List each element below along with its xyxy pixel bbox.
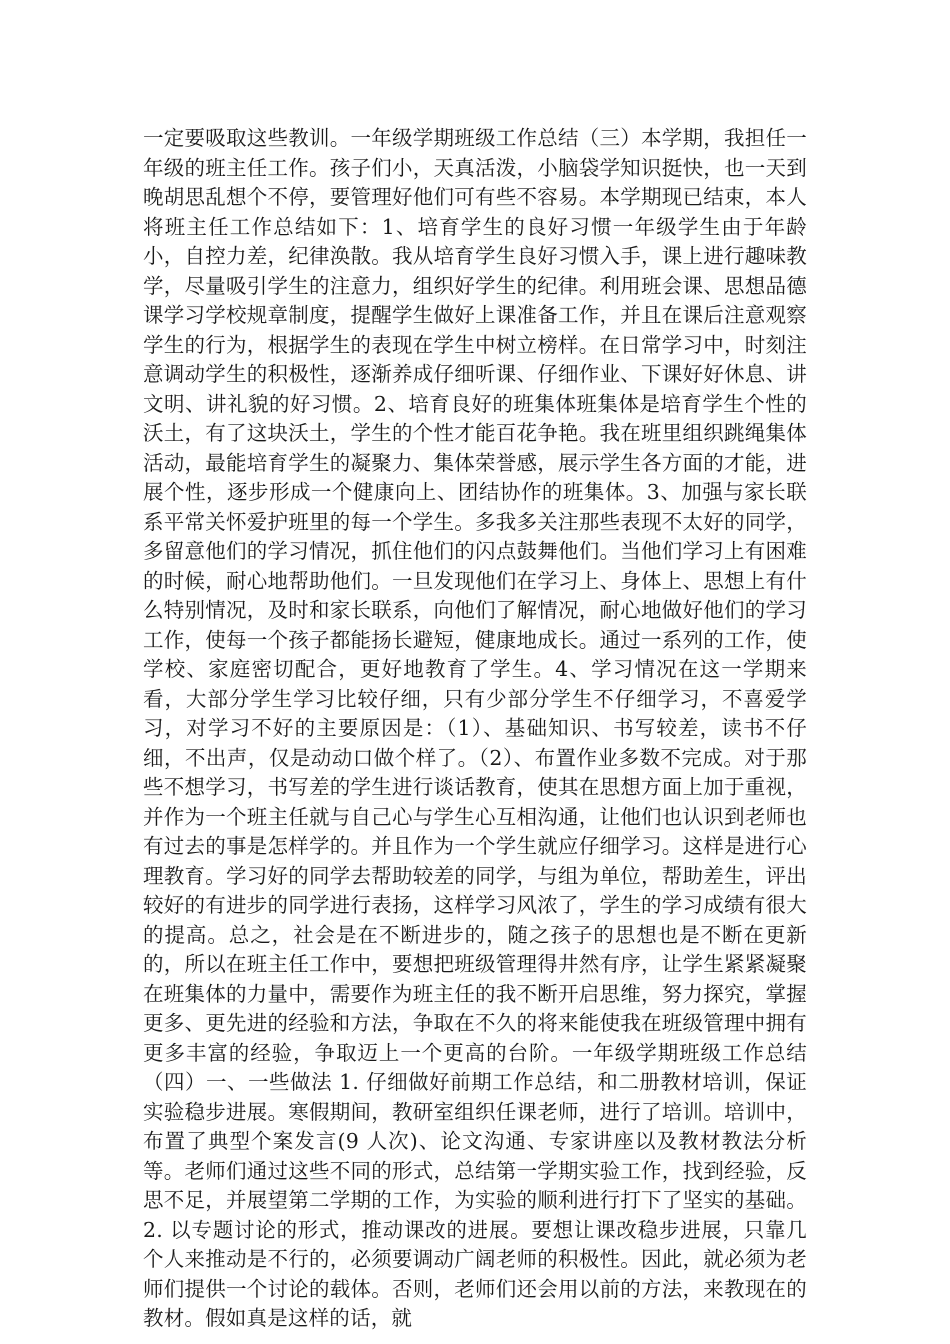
document-body-text: 一定要吸取这些教训。一年级学期班级工作总结（三）本学期，我担任一年级的班主任工作。孩子们小，天真活泼，小脑袋学知识挺快，也一天到晚胡思乱想个不停，要管理好他们可有些不容易。本学期现已结束，本人将班主任工作总结如下：1、培育学生的良好习惯一年级学生由于年龄小，自控力差，纪律涣散。我从培育学生良好习惯入手，课上进行趣味教学，尽量吸引学生的注意力，组织好学生的纪律。利用班会课、思想品德课学习学校规章制度，提醒学生做好上课准备工作，并且在课后注意观察学生的行为，根据学生的表现在学生中树立榜样。在日常学习中，时刻注意调动学生的积极性，逐渐养成仔细听课、仔细作业、下课好好休息、讲文明、讲礼貌的好习惯。2、培育良好的班集体班集体是培育学生个性的沃土，有了这块沃土，学生的个性才能百花争艳。我在班里组织跳绳集体活动，最能培育学生的凝聚力、集体荣誉感，展示学生各方面的才能，进展个性，逐步形成一个健康向上、团结协作的班集体。3、加强与家长联系平常关怀爱护班里的每一个学生。多我多关注那些表现不太好的同学，多留意他们的学习情况，抓住他们的闪点鼓舞他们。当他们学习上有困难的时候，耐心地帮助他们。一旦发现他们在学习上、身体上、思想上有什么特别情况，及时和家长联系，向他们了解情况，耐心地做好他们的学习工作，使每一个孩子都能扬长避短，健康地成长。通过一系列的工作，使学校、家庭密切配合，更好地教育了学生。4、学习情况在这一学期来看，大部分学生学习比较仔细，只有少部分学生不仔细学习，不喜爱学习，对学习不好的主要原因是：（1）、基础知识、书写较差，读书不仔细，不出声，仅是动动口做个样了。（2）、布置作业多数不完成。对于那些不想学习，书写差的学生进行谈话教育，使其在思想方面上加于重视，并作为一个班主任就与自己心与学生心互相沟通，让他们也认识到老师也有过去的事是怎样学的。并且作为一个学生就应仔细学习。这样是进行心理教育。学习好的同学去帮助较差的同学，与组为单位，帮助差生，评出较好的有进步的同学进行表扬，这样学习风浓了，学生的学习成绩有很大的提高。总之，社会是在不断进步的，随之孩子的思想也是不断在更新的，所以在班主任工作中，要想把班级管理得井然有序，让学生紧紧凝聚在班集体的力量中，需要作为班主任的我不断开启思维，努力探究，掌握更多、更先进的经验和方法，争取在不久的将来能使我在班级管理中拥有更多丰富的经验，争取迈上一个更高的台阶。一年级学期班级工作总结（四）一、一些做法 1. 仔细做好前期工作总结，和二册教材培训，保证实验稳步进展。寒假期间，教研室组织任课老师，进行了培训。培训中，布置了典型个案发言(9 人次)、论文沟通、专家讲座以及教材教法分析等。老师们通过这些不同的形式，总结第一学期实验工作，找到经验，反思不足，并展望第二学期的工作，为实验的顺利进行打下了坚实的基础。2. 以专题讨论的形式，推动课改的进展。要想让课改稳步进展，只靠几个人来推动是不行的，必须要调动广阔老师的积极性。因此，就必须为老师们提供一个讨论的载体。否则，老师们还会用以前的方法，来教现在的教材。假如真是这样的话，就 [143,126,807,1330]
